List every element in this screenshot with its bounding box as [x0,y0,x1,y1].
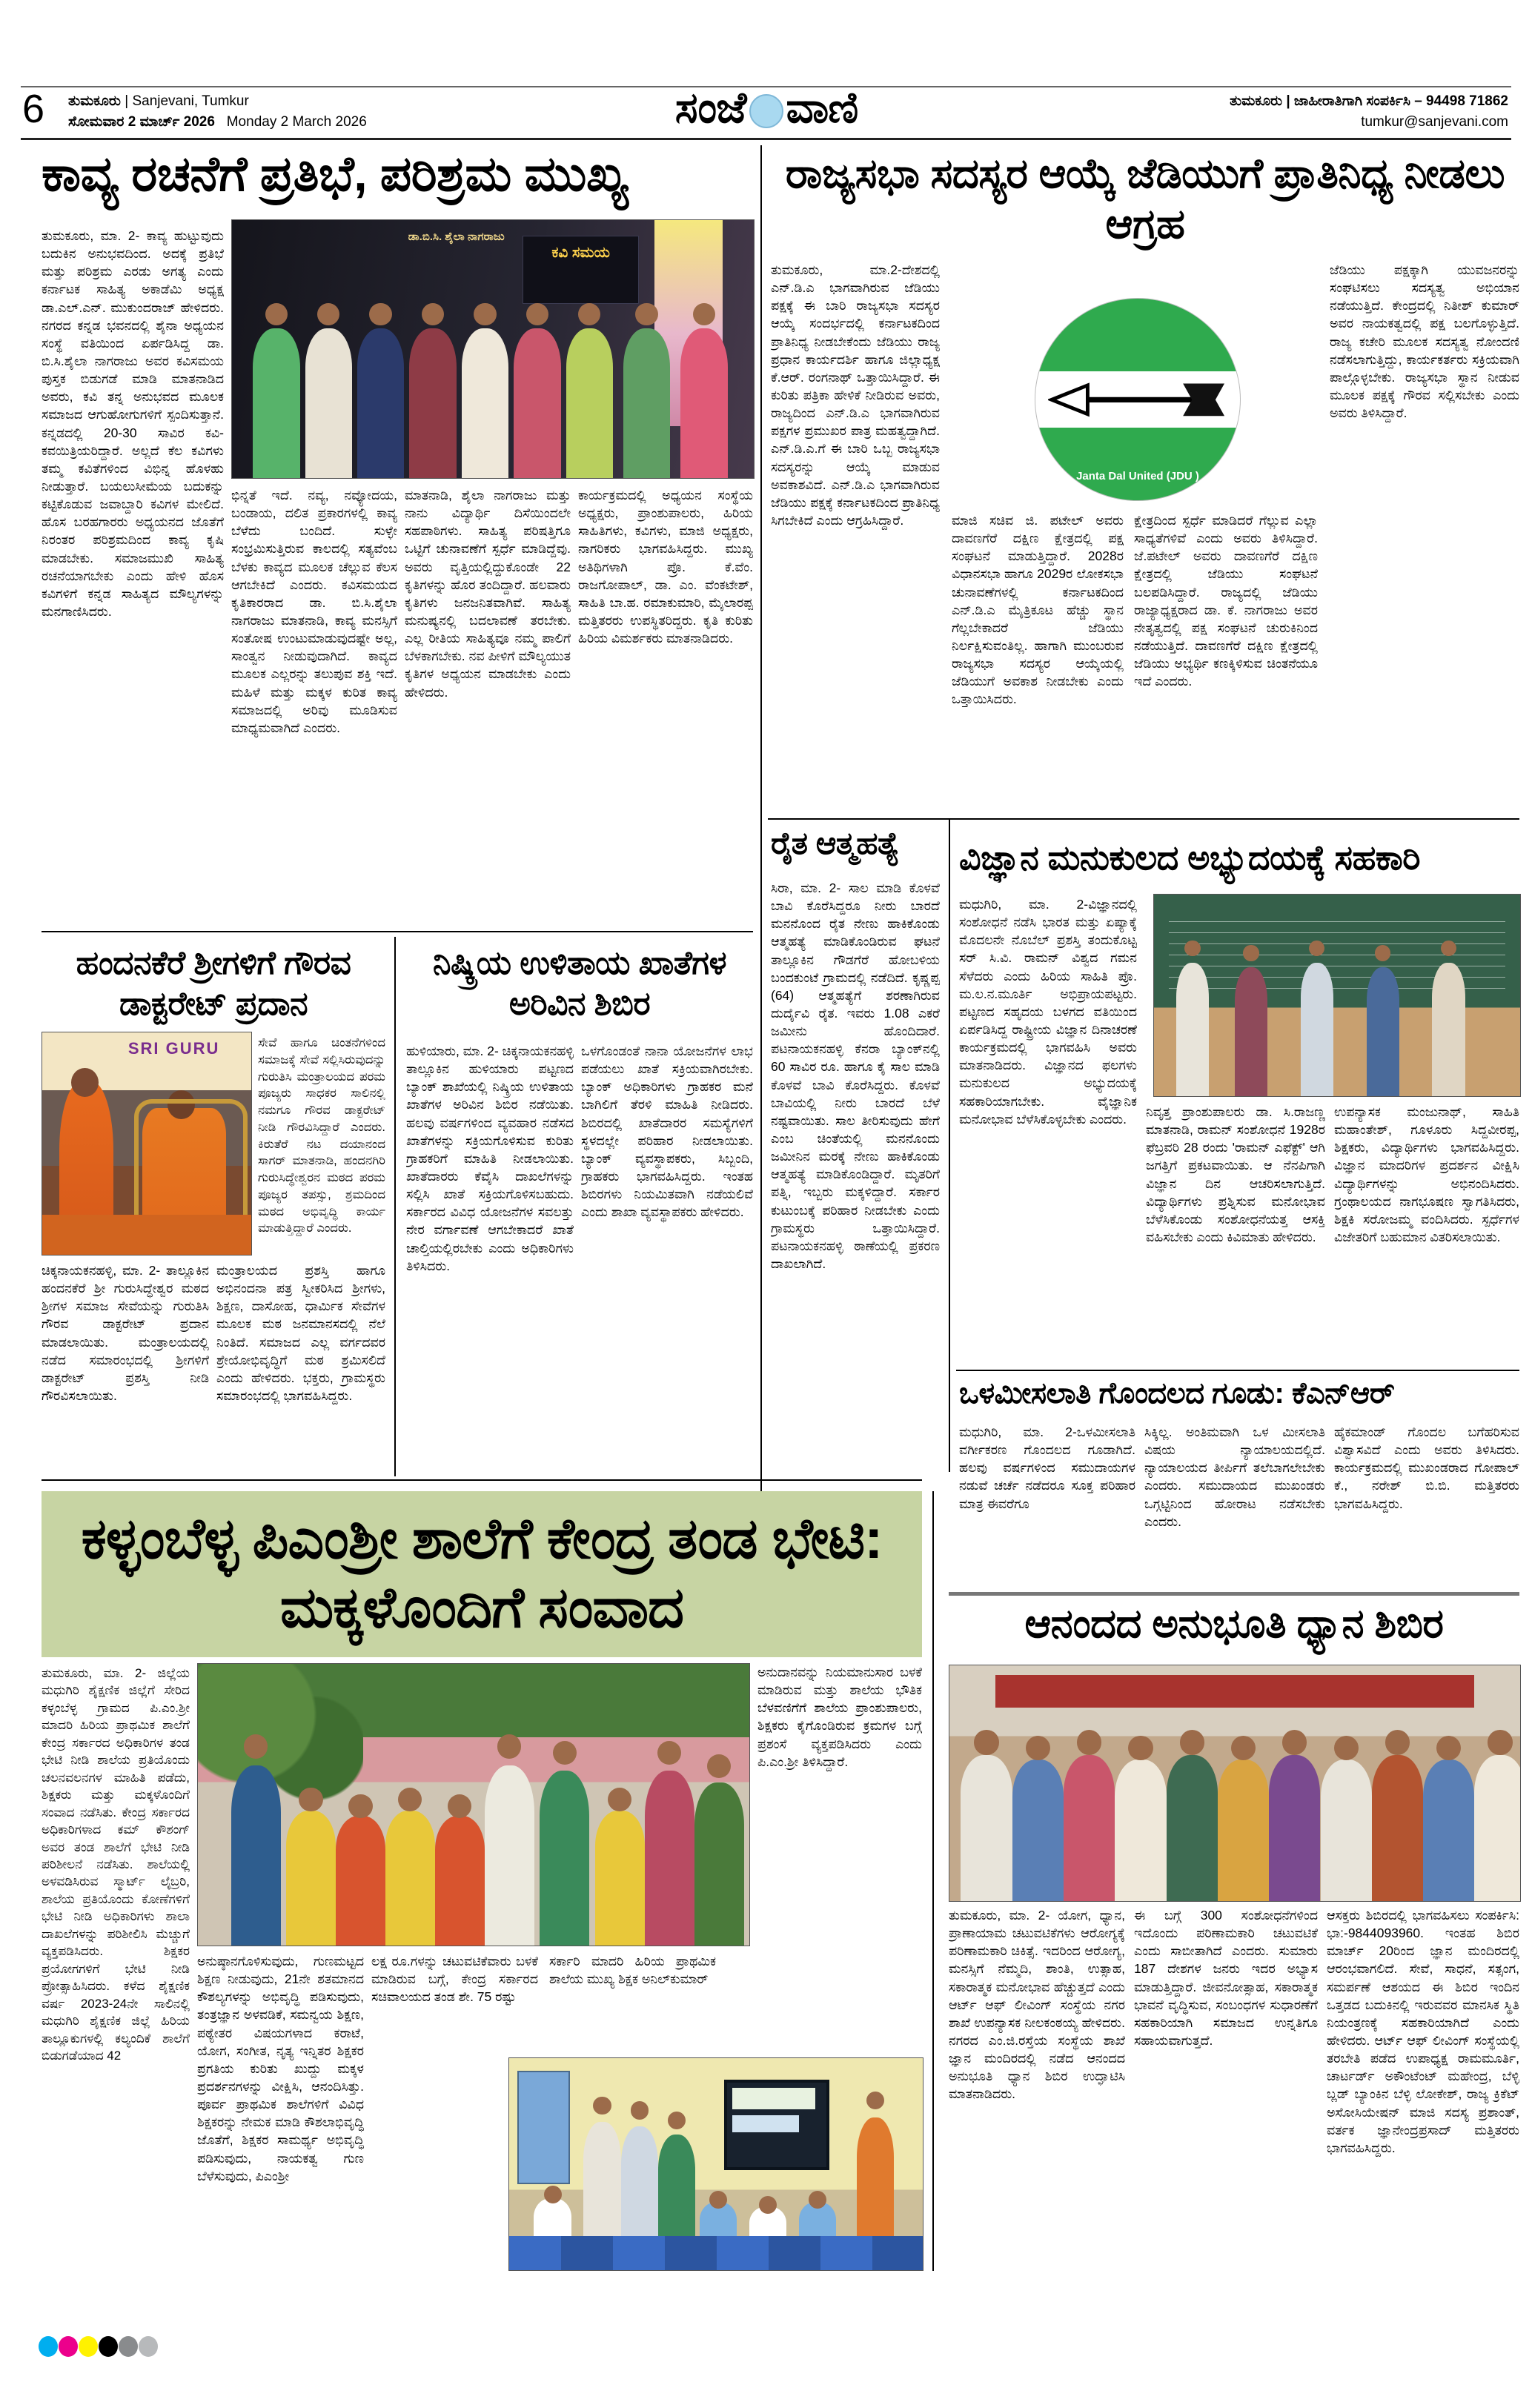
print-registration-dot-black [99,2336,118,2357]
speaker-figure [1301,963,1333,1096]
article-handanakere-col2: ಮಂತ್ರಾಲಯದ ಪ್ರಶಸ್ತಿ ಹಾಗೂ ಅಭಿನಂದನಾ ಪತ್ರ ಸ್ವೀಕರಿಸಿದ ಶ್ರೀಗಳು, ಶಿಕ್ಷಣ, ದಾಸೋಹ, ಧಾರ್ಮಿಕ ಸೇವೆಗಳ ಮೂಲಕ ಮಠ ಜನಮಾನಸದಲ್ಲಿ ನೆಲೆ ನಿಂತಿದೆ. ಸಮಾಜದ ಎಲ್ಲ ವರ್ಗದವರ ಶ್ರೇಯೋಭಿವೃದ್ಧಿಗೆ ಮಠ ಶ್ರಮಿಸಲಿದೆ ಎಂದು ಹೇಳಿದರು. ಭಕ್ತರು, ಗ್ರಾಮಸ್ಥರು ಸಮಾರಂಭದಲ್ಲಿ ಭಾಗವಹಿಸಿದ್ದರು. [216,1263,385,1403]
teacher-saree-figure [645,1771,694,1946]
person-figure [514,328,560,478]
officer-figure [231,1765,281,1946]
page-number: 6 [22,87,45,131]
article-nishkriya-col1: ಹುಳಿಯಾರು, ಮಾ. 2- ಚಿಕ್ಕನಾಯಕನಹಳ್ಳಿ ತಾಲ್ಲೂಕಿನ ಹುಳಿಯಾರು ಪಟ್ಟಣದ ಬ್ಯಾಂಕ್ ಶಾಖೆಯಲ್ಲಿ ನಿಷ್ಕ್ರಿಯ ಉಳಿತಾಯ ಖಾತೆಗಳ ಅರಿವಿನ ಶಿಬಿರ ನಡೆಯಿತು. ಹಲವು ವರ್ಷಗಳಿಂದ ವ್ಯವಹಾರ ನಡೆಸದ ಖಾತೆಗಳನ್ನು ಸಕ್ರಿಯಗೊಳಿಸುವ ಕುರಿತು ಗ್ರಾಹಕರಿಗೆ ಮಾಹಿತಿ ನೀಡಲಾಯಿತು. ಖಾತೆದಾರರು ಕೆವೈಸಿ ದಾಖಲೆಗಳನ್ನು ಸಲ್ಲಿಸಿ ಖಾತೆ ಸಕ್ರಿಯಗೊಳಿಸಬಹುದು. ಸರ್ಕಾರದ ವಿವಿಧ ಯೋಜನೆಗಳ ಸವಲತ್ತು ನೇರ ವರ್ಗಾವಣೆ ಆಗಬೇಕಾದರೆ ಖಾತೆ ಚಾಲ್ತಿಯಲ್ಲಿರಬೇಕು ಎಂದು ಅಧಿಕಾರಿಗಳು ತಿಳಿಸಿದರು. [406,1044,574,1273]
date-english: Monday 2 March 2026 [226,114,367,130]
participant-figure [1218,1759,1269,1901]
article-kavya-col2: ಭಿನ್ನತೆ ಇದೆ. ನವ್ಯ, ನವ್ಯೋದಯ, ಬಂಡಾಯ, ದಲಿತ ಪ್ರಕಾರಗಳಲ್ಲಿ ಕಾವ್ಯ ಬೆಳೆದು ಬಂದಿದೆ. ಸುಳ್ಳೇ ಸಂಭ್ರಮಿಸುತ್ತಿರುವ ಕಾಲದಲ್ಲಿ ಸತ್ಯವೆಂಬ ಬೆಳಕು ಕಾವ್ಯದ ಮೂಲಕ ಚೆಲ್ಲುವ ಕೆಲಸ ಆಗಬೇಕಿದೆ ಎಂದರು. ಕವಿಸಮಯದ ಕೃತಿಕಾರರಾದ ಡಾ. ಬಿ.ಸಿ.ಶೈಲಾ ನಾಗರಾಜು ಮಾತನಾಡಿ, ಕಾವ್ಯ ಮನಸ್ಸಿಗೆ ಸಂತೋಷ ಉಂಟುಮಾಡುವುದಷ್ಟೇ ಅಲ್ಲ, ಸಾಂತ್ವನ ನೀಡುವುದಾಗಿದೆ. ಕಾವ್ಯದ ಮೂಲಕ ಎಲ್ಲರನ್ನು ತಲುಪುವ ಶಕ್ತಿ ಇದೆ. ಮಹಿಳೆ ಮತ್ತು ಮಕ್ಕಳ ಕುರಿತ ಕಾವ್ಯ ಸಮಾಜದಲ್ಲಿ ಅರಿವು ಮೂಡಿಸುವ ಮಾಧ್ಯಮವಾಗಿದೆ ಎಂದರು. [231,488,397,735]
contact-email: tumkur@sanjevani.com [1361,114,1508,130]
article-school-col1: ತುಮಕೂರು, ಮಾ. 2- ಜಿಲ್ಲೆಯ ಮಧುಗಿರಿ ಶೈಕ್ಷಣಿಕ ಜಿಲ್ಲೆಗೆ ಸೇರಿದ ಕಳ್ಳಂಬೆಳ್ಳ ಗ್ರಾಮದ ಪಿ.ಎಂ.ಶ್ರೀ ಮಾದರಿ ಹಿರಿಯ ಪ್ರಾಥಮಿಕ ಶಾಲೆಗೆ ಕೇಂದ್ರ ಸರ್ಕಾರದ ಅಧಿಕಾರಿಗಳ ತಂಡ ಭೇಟಿ ನೀಡಿ ಶಾಲೆಯ ಪ್ರತಿಯೊಂದು ಚಲನವಲನಗಳ ಮಾಹಿತಿ ಪಡೆದು, ಶಿಕ್ಷಕರು ಮತ್ತು ಮಕ್ಕಳೊಂದಿಗೆ ಸಂವಾದ ನಡೆಸಿತು. ಕೇಂದ್ರ ಸರ್ಕಾರದ ಅಧಿಕಾರಿಗಳಾದ ಕಮ್ ಕೌಶಂಗ್ ಅವರ ತಂಡ ಶಾಲೆಗೆ ಭೇಟಿ ನೀಡಿ ಪರಿಶೀಲನೆ ನಡೆಸಿತು. ಶಾಲೆಯಲ್ಲಿ ಅಳವಡಿಸಿರುವ ಸ್ಮಾರ್ಟ್ ಲೈಬ್ರರಿ, ಶಾಲೆಯ ಪ್ರತಿಯೊಂದು ಕೋಣೆಗಳಿಗೆ ಭೇಟಿ ನೀಡಿ ಅಧಿಕಾರಿಗಳು ಶಾಲಾ ದಾಖಲೆಗಳನ್ನು ಪರಿಶೀಲಿಸಿ ಮೆಚ್ಚುಗೆ ವ್ಯಕ್ತಪಡಿಸಿದರು. ಶಿಕ್ಷಕರ ಪ್ರಯೋಗಗಳಿಗೆ ಭೇಟಿ ನೀಡಿ ಪ್ರೋತ್ಸಾಹಿಸಿದರು. ಕಳೆದ ಶೈಕ್ಷಣಿಕ ವರ್ಷ 2023-24ನೇ ಸಾಲಿನಲ್ಲಿ ಮಧುಗಿರಿ ಶೈಕ್ಷಣಿಕ ಜಿಲ್ಲೆ ಹಿರಿಯ ತಾಲ್ಲೂಕುಗಳಲ್ಲಿ ಕಲ್ಯಂದಿಕೆ ಶಾಲೆಗೆ ಬಿಡುಗಡೆಯಾದ 42 [42,1666,190,2063]
participant-figure [961,1755,1012,1901]
print-registration-dot-cyan [39,2336,58,2357]
print-registration-dot-yellow [79,2336,98,2357]
article-vijnana-col2: ನಿವೃತ್ತ ಪ್ರಾಂಶುಪಾಲರು ಡಾ. ಸಿ.ರಾಜಣ್ಣ ಮಾತನಾಡಿ, ರಾಮನ್ ಸಂಶೋಧನೆ 1928ರ ಫೆಬ್ರವರಿ 28 ರಂದು 'ರಾಮನ್ ಎಫೆಕ್ಟ್' ಆಗಿ ಜಗತ್ತಿಗೆ ಪ್ರಕಟವಾಯಿತು. ಆ ನೆನಪಿಗಾಗಿ ವಿಜ್ಞಾನ ದಿನ ಆಚರಿಸಲಾಗುತ್ತಿದೆ. ವಿದ್ಯಾರ್ಥಿಗಳು ಪ್ರಶ್ನಿಸುವ ಮನೋಭಾವ ಬೆಳೆಸಿಕೊಂಡು ಸಂಶೋಧನೆಯತ್ತ ಆಸಕ್ತಿ ವಹಿಸಬೇಕು ಎಂದು ಕಿವಿಮಾತು ಹೇಳಿದರು. [1146,1104,1325,1244]
article-dhyana-col1: ತುಮಕೂರು, ಮಾ. 2- ಯೋಗ, ಧ್ಯಾನ, ಪ್ರಾಣಾಯಾಮ ಚಟುವಟಿಕೆಗಳು ಆರೋಗ್ಯಕ್ಕೆ ಪರಿಣಾಮಕಾರಿ ಚಿಕಿತ್ಸೆ. ಇದರಿಂದ ಆರೋಗ್ಯ, ಮನಸ್ಸಿಗೆ ನೆಮ್ಮದಿ, ಶಾಂತಿ, ಉತ್ಸಾಹ, ಸಕಾರಾತ್ಮಕ ಮನೋಭಾವ ಹೆಚ್ಚುತ್ತದೆ ಎಂದು ಆರ್ಟ್ ಆಫ್ ಲೀವಿಂಗ್ ಸಂಸ್ಥೆಯ ನಗರ ಶಾಖೆ ಉಪನ್ಯಾಸಕ ನೀಲಕಂಠಯ್ಯ ಹೇಳಿದರು. ನಗರದ ಎಂ.ಜಿ.ರಸ್ತೆಯ ಸಂಸ್ಥೆಯ ಶಾಖೆ ಜ್ಞಾನ ಮಂದಿರದಲ್ಲಿ ನಡೆದ ಆನಂದದ ಅನುಭೂತಿ ಧ್ಯಾನ ಶಿಬಿರ ಉದ್ಘಾಟಿಸಿ ಮಾತನಾಡಿದರು. [949,1908,1125,2102]
photo-meditation-camp-group [949,1665,1521,1902]
article-dhyana-headline: ಆನಂದದ ಅನುಭೂತಿ ಧ್ಯಾನ ಶಿಬಿರ [1024,1602,1444,1646]
header-bottom-rule [21,138,1511,140]
child-costume-figure [385,1811,435,1946]
stage-banner-author-name: ಡಾ.ಬಿ.ಸಿ. ಶೈಲಾ ನಾಗರಾಜು [408,230,505,243]
photo-school-visit-children [197,1663,750,1946]
ceremony-table [42,1215,251,1255]
speaker-figure [1235,967,1267,1096]
article-vijnana-col1: ಮಧುಗಿರಿ, ಮಾ. 2-ವಿಜ್ಞಾನದಲ್ಲಿ ಸಂಶೋಧನೆ ನಡೆಸಿ ಭಾರತ ಮತ್ತು ಏಷ್ಯಾಕ್ಕೆ ಮೊದಲನೇ ನೊಬೆಲ್ ಪ್ರಶಸ್ತಿ ತಂದುಕೊಟ್ಟ ಸರ್ ಸಿ.ವಿ. ರಾಮನ್ ವಿಶ್ವದ ಗಮನ ಸೆಳೆದರು ಎಂದು ಹಿರಿಯ ಸಾಹಿತಿ ಪ್ರೊ. ಮ.ಲ.ನ.ಮೂರ್ತಿ ಅಭಿಪ್ರಾಯಪಟ್ಟರು. ಪಟ್ಟಣದ ಸಹೃದಯ ಬಳಗದ ವತಿಯಿಂದ ಏರ್ಪಡಿಸಿದ್ದ ರಾಷ್ಟ್ರೀಯ ವಿಜ್ಞಾನ ದಿನಾಚರಣೆ ಕಾರ್ಯಕ್ರಮದಲ್ಲಿ ಭಾಗವಹಿಸಿ ಅವರು ಮಾತನಾಡಿದರು. ವಿಜ್ಞಾನದ ಫಲಗಳು ಮನುಕುಲದ ಅಭ್ಯುದಯಕ್ಕೆ ಸಹಕಾರಿಯಾಗಬೇಕು. ವೈಜ್ಞಾನಿಕ ಮನೋಭಾವ ಬೆಳೆಸಿಕೊಳ್ಳಬೇಕು ಎಂದರು. [959,897,1137,1127]
masthead-right: ವಾಣಿ [786,84,858,132]
article-rajyasabha-col4: ಜೆಡಿಯು ಪಕ್ಷಕ್ಕಾಗಿ ಯುವಜನರನ್ನು ಸಂಘಟಿಸಲು ಸದಸ್ಯತ್ವ ಅಭಿಯಾನ ನಡೆಯುತ್ತಿದೆ. ಕೇಂದ್ರದಲ್ಲಿ ನಿತೀಶ್ ಕುಮಾರ್ ಅವರ ನಾಯಕತ್ವದಲ್ಲಿ ಪಕ್ಷ ಬಲಗೊಳ್ಳುತ್ತಿದೆ. ರಾಜ್ಯ ಕಚೇರಿ ಮೂಲಕ ಸದಸ್ಯತ್ವ ನೋಂದಣಿ ನಡೆಸಲಾಗುತ್ತಿದ್ದು, ಕಾರ್ಯಕರ್ತರು ಸಕ್ರಿಯವಾಗಿ ಪಾಲ್ಗೊಳ್ಳಬೇಕು. ರಾಜ್ಯಸಭಾ ಸ್ಥಾನ ನೀಡುವ ಮೂಲಕ ಪಕ್ಷಕ್ಕೆ ಗೌರವ ಸಲ್ಲಿಸಬೇಕು ಎಂದು ಅವರು ತಿಳಿಸಿದ್ದಾರೆ. [1330,262,1519,421]
child-costume-figure [286,1811,336,1946]
person-figure [357,328,404,478]
person-figure [566,328,613,478]
speaker-figure [1176,963,1209,1096]
kavi-samaya-banner-label: ಕವಿ ಸಮಯ [523,236,639,304]
tv-content-line [732,2115,798,2132]
jdu-party-symbol [1035,298,1241,501]
article-olamisalati-col2: ಸಿಕ್ಕಿಲ್ಲ. ಅಂತಿಮವಾಗಿ ಒಳ ಮೀಸಲಾತಿ ವಿಷಯ ನ್ಯಾಯಾಲಯದಲ್ಲಿದೆ. ನ್ಯಾಯಾಲಯದ ತೀರ್ಪಿಗೆ ತಲೆಬಾಗಲೇಬೇಕು ಎಂದರು. ಸಮುದಾಯದ ಮುಖಂಡರು ಒಗ್ಗಟ್ಟಿನಿಂದ ಹೋರಾಟ ನಡೆಸಬೇಕು ಎಂದರು. [1144,1424,1325,1529]
child-costume-figure [435,1816,485,1946]
teacher-saree-figure [694,1782,744,1946]
article-kavya-col1: ತುಮಕೂರು, ಮಾ. 2- ಕಾವ್ಯ ಹುಟ್ಟುವುದು ಬದುಕಿನ ಅನುಭವದಿಂದ. ಅದಕ್ಕೆ ಪ್ರತಿಭೆ ಮತ್ತು ಪರಿಶ್ರಮ ಎರಡು ಅಗತ್ಯ ಎಂದು ಕರ್ನಾಟಕ ಸಾಹಿತ್ಯ ಅಕಾಡೆಮಿ ಅಧ್ಯಕ್ಷ ಡಾ.ಎಲ್.ಎನ್. ಮುಕುಂದರಾಜ್ ಹೇಳಿದರು. ನಗರದ ಕನ್ನಡ ಭವನದಲ್ಲಿ ಶೈನಾ ಅಧ್ಯಯನ ಸಂಸ್ಥೆ ವತಿಯಿಂದ ಏರ್ಪಡಿಸಿದ್ದ ಡಾ. ಬಿ.ಸಿ.ಶೈಲಾ ನಾಗರಾಜು ಅವರ ಕವಿಸಮಯ ಪುಸ್ತಕ ಬಿಡುಗಡೆ ಮಾಡಿ ಮಾತನಾಡಿದ ಅವರು, ಕವಿ ತನ್ನ ಅನುಭವದ ಮೂಲಕ ಸಮಾಜದ ಆಗುಹೋಗುಗಳಿಗೆ ಸ್ಪಂದಿಸುತ್ತಾನೆ. ಕನ್ನಡದಲ್ಲಿ 20-30 ಸಾವಿರ ಕವಿ-ಕವಯಿತ್ರಿಯರಿದ್ದಾರೆ. ಅಲ್ಲದೆ ಕೆಲ ಕವಿಗಳು ತಮ್ಮ ಕವಿತೆಗಳಿಂದ ವಿಭಿನ್ನ ಹೊಳಹು ನೀಡುತ್ತಾರೆ. ಬಯಲುಸೀಮೆಯ ಬದುಕನ್ನು ಕಟ್ಟಿಕೊಡುವ ಜವಾಬ್ದಾರಿ ಕವಿಗಳ ಮೇಲಿದೆ. ಹೊಸ ಬರಹಗಾರರು ಅಧ್ಯಯನದ ಜೊತೆಗೆ ನಿರಂತರ ಪರಿಶ್ರಮದಿಂದ ಕಾವ್ಯ ಕೃಷಿ ಮಾಡಬೇಕು. ಸಮಾಜಮುಖಿ ಸಾಹಿತ್ಯ ರಚನೆಯಾಗಬೇಕು ಎಂದು ಹೇಳಿ ಹೊಸ ಕವಿಗಳಿಗೆ ಕನ್ನಡ ಸಾಹಿತ್ಯದ ಮೌಲ್ಯಗಳನ್ನು ಮನಗಾಣಿಸಿದರು. [42,228,224,619]
jdu-symbol-label: Janta Dal United (JDU ) [1076,469,1199,482]
masthead [563,83,969,133]
article-olamisalati-headline: ಒಳಮೀಸಲಾತಿ ಗೊಂದಲದ ಗೂಡು: ಕೆಎನ್‌ಆರ್ [959,1377,1395,1410]
teacher-saree-figure [540,1771,589,1946]
article-school-col5: ಸರ್ಕಾರಿ ಮಾದರಿ ಹಿರಿಯ ಪ್ರಾಥಮಿಕ ಶಾಲೆಯ ಮುಖ್ಯ ಶಿಕ್ಷಕ ಅನಿಲ್‌ಕುಮಾರ್ [549,1954,716,1987]
print-registration-dot-gray [119,2336,138,2357]
tv-content-line [732,2088,815,2109]
photo-classroom-smart-tv [508,2057,923,2271]
article-school-col3: ಲಕ್ಷ ರೂ.ಗಳನ್ನು ಚಟುವಟಿಕೆವಾರು ಬಳಕೆ ಮಾಡಿರುವ ಬಗ್ಗೆ, ಕೇಂದ್ರ ಸರ್ಕಾರದ ಸಚಿವಾಲಯದ ತಂಡ ಶೇ. 75 ರಷ್ಟು [371,1954,538,2005]
article-school-col4: ಅನುದಾನವನ್ನು ನಿಯಮಾನುಸಾರ ಬಳಕೆ ಮಾಡಿರುವ ಮತ್ತು ಶಾಲೆಯ ಭೌತಿಕ ಬೆಳವಣಿಗೆಗೆ ಶಾಲೆಯ ಪ್ರಾಂಶುಪಾಲರು, ಶಿಕ್ಷಕರು ಕೈಗೊಂಡಿರುವ ಕ್ರಮಗಳ ಬಗ್ಗೆ ಪ್ರಶಂಸೆ ವ್ಯಕ್ತಪಡಿಸಿದರು ಎಂದು ಪಿ.ಎಂ.ಶ್ರೀ ತಿಳಿಸಿದ್ದಾರೆ. [757,1665,922,1769]
article-handanakere-headline: ಹಂದನಕೆರೆ ಶ್ರೀಗಳಿಗೆ ಗೌರವ ಡಾಕ್ಟರೇಟ್ ಪ್ರದಾನ [76,945,351,1022]
photo-kavi-samaya-book-release [231,219,755,479]
article-kavya-col3: ಮಾತನಾಡಿ, ಶೈಲಾ ನಾಗರಾಜು ಮತ್ತು ನಾನು ವಿದ್ಯಾರ್ಥಿ ದಿಸೆಯಿಂದಲೇ ಸಹಪಾಠಿಗಳು. ಸಾಹಿತ್ಯ ಪರಿಷತ್ತಿಗೂ ಒಟ್ಟಿಗೆ ಚುನಾವಣೆಗೆ ಸ್ಪರ್ಧೆ ಮಾಡಿದ್ದೆವು. ಅವರು ವೃತ್ತಿಯಲ್ಲಿದ್ದುಕೊಂಡೇ 22 ಕೃತಿಗಳನ್ನು ಹೊರ ತಂದಿದ್ದಾರೆ. ಹಲವಾರು ಕೃತಿಗಳು ಜನಜನಿತವಾಗಿವೆ. ಸಾಹಿತ್ಯ ಮನುಷ್ಯನಲ್ಲಿ ಬದಲಾವಣೆ ತರಬೇಕು. ಎಲ್ಲ ರೀತಿಯ ಸಾಹಿತ್ಯವೂ ನಮ್ಮ ಪಾಲಿಗೆ ಬೆಳಕಾಗಬೇಕು. ನವ ಪೀಳಿಗೆ ಮೌಲ್ಯಯುತ ಕೃತಿಗಳ ಅಧ್ಯಯನ ಮಾಡಬೇಕು ಎಂದು ಹೇಳಿದರು. [405,488,571,700]
person-figure [253,328,299,478]
article-school-headline-box [42,1491,922,1657]
advert-contact: ತುಮಕೂರು | ಜಾಹೀರಾತಿಗಾಗಿ ಸಂಪರ್ಕಿಸಿ – 94498 71862 [1230,93,1508,109]
edition-name: Sanjevani, Tumkur [132,93,249,109]
masthead-left: ಸಂಜೆ [674,84,746,132]
participant-figure [1269,1755,1320,1901]
seer-head [71,1068,99,1097]
column-divider [932,1491,934,2271]
print-registration-dot-lightgray [139,2336,158,2357]
article-handanakere-beside: ಸೇವೆ ಹಾಗೂ ಚಿಂತನೆಗಳಿಂದ ಸಮಾಜಕ್ಕೆ ಸೇವೆ ಸಲ್ಲಿಸಿರುವುದನ್ನು ಗುರುತಿಸಿ ಮಂತ್ರಾಲಯದ ಪರಮ ಪೂಜ್ಯರು ಸಾಧಕರ ಸಾಲಿನಲ್ಲಿ ನಮಗೂ ಗೌರವ ಡಾಕ್ಟರೇಟ್ ನೀಡಿ ಗೌರವಿಸಿದ್ದಾರೆ ಎಂದರು. ಕಿರುತೆರೆ ನಟ ದಯಾನಂದ ಸಾಗರ್ ಮಾತನಾಡಿ, ಹಂದನಗಿರಿ ಗುರುಸಿದ್ಧೇಶ್ವರನ ಮಠದ ಪರಮ ಪೂಜ್ಯರ ತಪಸ್ಸು, ಶ್ರಮದಿಂದ ಮಠದ ಅಭಿವೃದ್ಧಿ ಕಾರ್ಯ ಮಾಡುತ್ತಿದ್ದಾರೆ ಎಂದರು. [258,1036,385,1235]
person-figure [462,328,508,478]
article-dhyana-col3: ಆಸಕ್ತರು ಶಿಬಿರದಲ್ಲಿ ಭಾಗವಹಿಸಲು ಸಂಪರ್ಕಿಸಿ: ಭಾ:-9844093960. ಇಂತಹ ಶಿಬಿರ ಮಾರ್ಚ್ 20ರಿಂದ ಜ್ಞಾನ ಮಂದಿರದಲ್ಲಿ ಆರಂಭವಾಗಲಿದೆ. ಸೇವೆ, ಸಾಧನೆ, ಸತ್ಸಂಗ, ಸಮರ್ಪಣೆ ಆಶಯದ ಈ ಶಿಬಿರ ಇಂದಿನ ಒತ್ತಡದ ಬದುಕಿನಲ್ಲಿ ಇರುವವರ ಮಾನಸಿಕ ಸ್ಥಿತಿ ನಿಯಂತ್ರಣಕ್ಕೆ ಸಹಕಾರಿಯಾಗಿದೆ ಎಂದು ಹೇಳಿದರು. ಆರ್ಟ್ ಆಫ್ ಲೀವಿಂಗ್ ಸಂಸ್ಥೆಯಲ್ಲಿ ತರಬೇತಿ ಪಡೆದ ಉಪಾಧ್ಯಕ್ಷ ರಾಮಮೂರ್ತಿ, ಚಾರ್ಟರ್ಡ್ ಅಕೌಂಟೆಂಟ್ ಮಹೇಂದ್ರ, ಬೆಳ್ಳಿ ಬ್ಲಡ್ ಬ್ಯಾಂಕಿನ ಬೆಳ್ಳಿ ಲೋಕೇಶ್, ರಾಜ್ಯ ಕ್ರಿಕೆಟ್ ಅಸೋಸಿಯೇಷನ್ ಮಾಜಿ ಸದಸ್ಯ ಪ್ರಶಾಂತ್, ವರ್ತಕ ಜ್ಞಾನೇಂದ್ರಪ್ರಸಾದ್ ಮತ್ತಿತರರು ಭಾಗವಹಿಸಿದ್ದರು. [1327,1908,1519,2155]
person-figure [305,328,352,478]
section-rule [956,1370,1519,1371]
thick-section-rule [949,1592,1519,1596]
child-costume-figure [336,1816,385,1946]
speaker-figure [1432,963,1465,1096]
article-olamisalati-col1: ಮಧುಗಿರಿ, ಮಾ. 2-ಒಳಮೀಸಲಾತಿ ವರ್ಗೀಕರಣ ಗೊಂದಲದ ಗೂಡಾಗಿದೆ. ಹಲವು ವರ್ಷಗಳಿಂದ ಸಮುದಾಯಗಳ ನಡುವೆ ಚರ್ಚೆ ನಡೆದರೂ ಸೂಕ್ತ ಪರಿಹಾರ ಮಾತ್ರ ಈವರೆಗೂ [959,1424,1135,1511]
participant-figure [1064,1755,1115,1901]
participant-figure [1423,1759,1474,1901]
participant-figure [1321,1759,1372,1901]
officer-figure [485,1765,534,1946]
speaker-figure [1367,967,1399,1096]
section-rule [42,931,753,932]
section-rule [768,818,1519,820]
photo-science-day-blackboard [1153,894,1521,1097]
person-figure [409,328,456,478]
section-rule [42,1479,922,1481]
participant-figure [1012,1759,1064,1901]
article-school-headline: ಕಳ್ಳಂಬೆಳ್ಳ ಪಿಎಂಶ್ರೀ ಶಾಲೆಗೆ ಕೇಂದ್ರ ತಂಡ ಭೇಟಿ: ಮಕ್ಕಳೊಂದಿಗೆ ಸಂವಾದ [81,1508,883,1639]
column-divider [394,937,396,1476]
article-vijnana-col3: ಉಪನ್ಯಾಸಕ ಮಂಜುನಾಥ್, ಸಾಹಿತಿ ಮಹಾಂತೇಶ್, ಗೂಳೂರು ಸಿದ್ದವೀರಪ್ಪ, ಶಿಕ್ಷಕರು, ವಿದ್ಯಾರ್ಥಿಗಳು ಭಾಗವಹಿಸಿದ್ದರು. ವಿಜ್ಞಾನ ಮಾದರಿಗಳ ಪ್ರದರ್ಶನ ವೀಕ್ಷಿಸಿ ವಿದ್ಯಾರ್ಥಿಗಳನ್ನು ಅಭಿನಂದಿಸಿದರು. ಗ್ರಂಥಾಲಯದ ನಾಗಭೂಷಣ ಸ್ವಾಗತಿಸಿದರು, ಶಿಕ್ಷಕಿ ಸರೋಜಮ್ಮ ವಂದಿಸಿದರು. ಸ್ಪರ್ಧೆಗಳ ವಿಜೇತರಿಗೆ ಬಹುಮಾನ ವಿತರಿಸಲಾಯಿತು. [1334,1104,1519,1244]
person-figure [680,328,727,478]
participant-figure [1474,1755,1521,1901]
child-costume-figure [595,1811,645,1946]
article-rajyasabha-col3: ಕ್ಷೇತ್ರದಿಂದ ಸ್ಪರ್ಧೆ ಮಾಡಿದರೆ ಗೆಲ್ಲುವ ಎಲ್ಲಾ ಸಾಧ್ಯತೆಗಳಿವೆ ಎಂದು ಅವರು ತಿಳಿಸಿದ್ದಾರೆ. ಜೆ.ಪಟೇಲ್ ಅವರು ದಾವಣಗೆರೆ ದಕ್ಷಿಣ ಕ್ಷೇತ್ರದಲ್ಲಿ ಜೆಡಿಯು ಸಂಘಟನೆ ಬಲಪಡಿಸಿದ್ದಾರೆ. ರಾಜ್ಯದಲ್ಲಿ ಜೆಡಿಯು ರಾಜ್ಯಾಧ್ಯಕ್ಷರಾದ ಡಾ. ಕೆ. ನಾಗರಾಜು ಅವರ ನೇತೃತ್ವದಲ್ಲಿ ಪಕ್ಷ ಸಂಘಟನೆ ಚುರುಕಿನಿಂದ ನಡೆಯುತ್ತಿದೆ. ದಾವಣಗೆರೆ ದಕ್ಷಿಣ ಕ್ಷೇತ್ರದಲ್ಲಿ ಜೆಡಿಯು ಅಭ್ಯರ್ಥಿ ಕಣಕ್ಕಿಳಿಸುವ ಚಿಂತನೆಯೂ ಇದೆ ಎಂದರು. [1134,513,1318,689]
date-kannada: ಸೋಮವಾರ 2 ಮಾರ್ಚ್ 2026 [68,114,215,130]
article-vijnana-headline: ವಿಜ್ಞಾನ ಮನುಕುಲದ ಅಭ್ಯುದಯಕ್ಕೆ ಸಹಕಾರಿ [959,838,1421,877]
person-figure [623,328,670,478]
article-kavya-headline: ಕಾವ್ಯ ರಚನೆಗೆ ಪ್ರತಿಭೆ, ಪರಿಶ್ರಮ ಮುಖ್ಯ [42,146,629,201]
edition-city: ತುಮಕೂರು [68,93,121,109]
article-kavya-col4: ಕಾರ್ಯಕ್ರಮದಲ್ಲಿ ಅಧ್ಯಯನ ಸಂಸ್ಥೆಯ ಅಧ್ಯಕ್ಷರು, ಪ್ರಾಂಶುಪಾಲರು, ಹಿರಿಯ ಸಾಹಿತಿಗಳು, ಕವಿಗಳು, ಮಾಜಿ ಅಧ್ಯಕ್ಷರು, ನಾಗರಿಕರು ಭಾಗವಹಿಸಿದ್ದರು. ಮುಖ್ಯ ಅತಿಥಿಗಳಾಗಿ ಪ್ರೊ. ಕೆ.ವೆಂ. ರಾಜಗೋಪಾಲ್, ಡಾ. ಎಂ. ವೆಂಕಟೇಶ್, ಸಾಹಿತಿ ಬಾ.ಹ. ರಮಾಕುಮಾರಿ, ಮೈಲಾರಪ್ಪ ಮತ್ತಿತರರು ಉಪಸ್ಥಿತರಿದ್ದರು. ಕೃತಿ ಕುರಿತು ಹಿರಿಯ ವಿಮರ್ಶಕರು ಮಾತನಾಡಿದರು. [578,488,753,646]
classroom-window [517,2071,570,2184]
article-raita-col1: ಸಿರಾ, ಮಾ. 2- ಸಾಲ ಮಾಡಿ ಕೊಳವೆ ಬಾವಿ ಕೊರೆಸಿದ್ದರೂ ನೀರು ಬಾರದೆ ಮನನೊಂದ ರೈತ ನೇಣು ಹಾಕಿಕೊಂಡು ಆತ್ಮಹತ್ಯೆ ಮಾಡಿಕೊಂಡಿರುವ ಘಟನೆ ತಾಲ್ಲೂಕಿನ ಗೌಡಗೆರೆ ಹೋಬಳಿಯ ಬಂದಕುಂಟೆ ಗ್ರಾಮದಲ್ಲಿ ನಡೆದಿದೆ. ಕೃಷ್ಣಪ್ಪ (64) ಆತ್ಮಹತ್ಯೆಗೆ ಶರಣಾಗಿರುವ ದುರ್ದೈವಿ ರೈತ. ಇವರು 1.08 ಎಕರೆ ಜಮೀನು ಹೊಂದಿದಾರೆ. ಪಟನಾಯಕನಹಳ್ಳಿ ಕೆನರಾ ಬ್ಯಾಂಕ್‌ನಲ್ಲಿ 60 ಸಾವಿರ ರೂ. ಹಾಗೂ ಕೈ ಸಾಲ ಮಾಡಿ ಕೊಳವೆ ಬಾವಿ ಕೊರೆಸಿದ್ದರು. ಕೊಳವೆ ಬಾವಿಯಲ್ಲಿ ನೀರು ಬಾರದೆ ಬೆಳೆ ನಷ್ಟವಾಯಿತು. ಸಾಲ ತೀರಿಸುವುದು ಹೇಗೆ ಎಂಬ ಚಿಂತೆಯಲ್ಲಿ ಮನನೊಂದು ಜಮೀನಿನ ಮರಕ್ಕೆ ನೇಣು ಹಾಕಿಕೊಂಡು ಆತ್ಮಹತ್ಯೆ ಮಾಡಿಕೊಂಡಿದ್ದಾರೆ. ಮೃತರಿಗೆ ಪತ್ನಿ, ಇಬ್ಬರು ಮಕ್ಕಳಿದ್ದಾರೆ. ಸರ್ಕಾರ ಕುಟುಂಬಕ್ಕೆ ಪರಿಹಾರ ನೀಡಬೇಕು ಎಂದು ಗ್ರಾಮಸ್ಥರು ಒತ್ತಾಯಿಸಿದ್ದಾರೆ. ಪಟನಾಯಕನಹಳ್ಳಿ ಠಾಣೆಯಲ್ಲಿ ಪ್ರಕರಣ ದಾಖಲಾಗಿದೆ. [771,880,940,1271]
article-school-col2: ಅನುಷ್ಠಾನಗೊಳಿಸುವುದು, ಗುಣಮಟ್ಟದ ಶಿಕ್ಷಣ ನೀಡುವುದು, 21ನೇ ಶತಮಾನದ ಕೌಶಲ್ಯಗಳನ್ನು ಅಭಿವೃದ್ಧಿ ಪಡಿಸುವುದು, ತಂತ್ರಜ್ಞಾನ ಅಳವಡಿಕೆ, ಸಮನ್ವಯ ಶಿಕ್ಷಣ, ಪಠ್ಯೇತರ ವಿಷಯಗಳಾದ ಕರಾಟೆ, ಯೋಗ, ಸಂಗೀತ, ನೃತ್ಯ ಇನ್ನಿತರ ಶಿಕ್ಷಕರ ಪ್ರಗತಿಯ ಕುರಿತು ಖುದ್ದು ಮಕ್ಕಳ ಪ್ರದರ್ಶನಗಳನ್ನು ವೀಕ್ಷಿಸಿ, ಆನಂದಿಸಿತ್ತು. ಪೂರ್ವ ಪ್ರಾಥಮಿಕ ಶಾಲೆಗಳಿಗೆ ವಿವಿಧ ಶಿಕ್ಷಕರನ್ನು ನೇಮಕ ಮಾಡಿ ಕೌಶಲಾಭಿವೃದ್ಧಿ ಜೊತೆಗೆ, ಶಿಕ್ಷಕರ ಸಾಮರ್ಥ್ಯ ಅಭಿವೃದ್ಧಿ ಪಡಿಸುವುದು, ನಾಯಕತ್ವ ಗುಣ ಬೆಳೆಸುವುದು, ಪಿಎಂಶ್ರೀ [197,1954,364,2183]
article-dhyana-col2: ಈ ಬಗ್ಗೆ 300 ಸಂಶೋಧನೆಗಳಿಂದ ಇದೊಂದು ಪರಿಣಾಮಕಾರಿ ಚಟುವಟಿಕೆ ಎಂದು ಸಾಬೀತಾಗಿದೆ ಎಂದರು. ಸುಮಾರು 187 ದೇಶಗಳ ಜನರು ಇದರ ಅಭ್ಯಾಸ ಮಾಡುತ್ತಿದ್ದಾರೆ. ಜೀವನೋತ್ಸಾಹ, ಸಕಾರಾತ್ಮಕ ಭಾವನೆ ವೃದ್ಧಿಸುವ, ಸಂಬಂಧಗಳ ಸುಧಾರಣೆಗೆ ಸಹಕಾರಿಯಾಗಿ ಸಮಾಜದ ಉನ್ನತಿಗೂ ಸಹಾಯವಾಗುತ್ತದೆ. [1134,1908,1318,2048]
edition-separator: | [125,93,129,109]
arrow-icon [1048,374,1228,426]
classroom-desks [509,2236,923,2270]
guru-banner-label: SRI GURU [127,1039,220,1058]
photo-doctorate-ceremony [42,1032,252,1256]
main-column-divider [760,145,762,1491]
article-rajyasabha-headline: ರಾಜ್ಯಸಭಾ ಸದಸ್ಯರ ಆಯ್ಕೆ ಜೆಡಿಯುಗೆ ಪ್ರಾತಿನಿಧ್ಯ ನೀಡಲು ಆಗ್ರಹ [785,150,1505,248]
print-registration-dot-magenta [59,2336,78,2357]
date-line [68,114,367,130]
article-nishkriya-col2: ಒಳಗೊಂಡಂತೆ ನಾನಾ ಯೋಜನೆಗಳ ಲಾಭ ಪಡೆಯಲು ಖಾತೆ ಸಕ್ರಿಯವಾಗಿರಬೇಕು. ಬ್ಯಾಂಕ್ ಅಧಿಕಾರಿಗಳು ಗ್ರಾಹಕರ ಮನೆ ಬಾಗಿಲಿಗೆ ತೆರಳಿ ಮಾಹಿತಿ ನೀಡಿದರು. ಶಿಬಿರದಲ್ಲಿ ಖಾತೆದಾರರ ಸಮಸ್ಯೆಗಳಿಗೆ ಸ್ಥಳದಲ್ಲೇ ಪರಿಹಾರ ನೀಡಲಾಯಿತು. ಬ್ಯಾಂಕ್ ವ್ಯವಸ್ಥಾಪಕರು, ಸಿಬ್ಬಂದಿ, ಗ್ರಾಹಕರು ಭಾಗವಹಿಸಿದ್ದರು. ಇಂತಹ ಶಿಬಿರಗಳು ನಿಯಮಿತವಾಗಿ ನಡೆಯಲಿವೆ ಎಂದು ಶಾಖಾ ವ್ಯವಸ್ಥಾಪಕರು ಹೇಳಿದರು. [581,1044,753,1220]
article-handanakere-col1: ಚಿಕ್ಕನಾಯಕನಹಳ್ಳಿ, ಮಾ. 2- ತಾಲ್ಲೂಕಿನ ಹಂದನಕೆರೆ ಶ್ರೀ ಗುರುಸಿದ್ಧೇಶ್ವರ ಮಠದ ಶ್ರೀಗಳ ಸಮಾಜ ಸೇವೆಯನ್ನು ಗುರುತಿಸಿ ಗೌರವ ಡಾಕ್ಟರೇಟ್ ಪ್ರದಾನ ಮಾಡಲಾಯಿತು. ಮಂತ್ರಾಲಯದಲ್ಲಿ ನಡೆದ ಸಮಾರಂಭದಲ್ಲಿ ಶ್ರೀಗಳಿಗೆ ಡಾಕ್ಟರೇಟ್ ಪ್ರಶಸ್ತಿ ನೀಡಿ ಗೌರವಿಸಲಾಯಿತು. [42,1263,209,1403]
article-rajyasabha-col2: ಮಾಜಿ ಸಚಿವ ಜಿ. ಪಟೇಲ್ ಅವರು ದಾವಣಗೆರೆ ದಕ್ಷಿಣ ಕ್ಷೇತ್ರದಲ್ಲಿ ಪಕ್ಷ ಸಂಘಟನೆ ಮಾಡುತ್ತಿದ್ದಾರೆ. 2028ರ ವಿಧಾನಸಭಾ ಹಾಗೂ 2029ರ ಲೋಕಸಭಾ ಚುನಾವಣೆಗಳಲ್ಲಿ ಕರ್ನಾಟಕದಿಂದ ಎನ್.ಡಿ.ಎ ಮೈತ್ರಿಕೂಟ ಹೆಚ್ಚು ಸ್ಥಾನ ಗೆಲ್ಲಬೇಕಾದರೆ ಜೆಡಿಯು ನಿರ್ಲಕ್ಷಿಸುವಂತಿಲ್ಲ. ಹಾಗಾಗಿ ಮುಂಬರುವ ರಾಜ್ಯಸಭಾ ಸದಸ್ಯರ ಆಯ್ಕೆಯಲ್ಲಿ ಜೆಡಿಯುಗೆ ಅವಕಾಶ ನೀಡಬೇಕು ಎಂದು ಒತ್ತಾಯಿಸಿದರು. [952,513,1124,707]
column-divider [949,820,950,1472]
participant-figure [1167,1755,1218,1901]
article-raita-headline: ರೈತ ಆತ್ಮಹತ್ಯೆ [771,826,900,860]
foliage [198,1664,363,1833]
article-olamisalati-col3: ಹೈಕಮಾಂಡ್ ಗೊಂದಲ ಬಗೆಹರಿಸುವ ವಿಶ್ವಾಸವಿದೆ ಎಂದು ಅವರು ತಿಳಿಸಿದರು. ಕಾರ್ಯಕ್ರಮದಲ್ಲಿ ಮುಖಂಡರಾದ ಗೋಪಾಲ್ ಕೆ., ನರೇಶ್ ಬಿ.ಬಿ. ಮತ್ತಿತರರು ಭಾಗವಹಿಸಿದ್ದರು. [1334,1424,1519,1511]
article-nishkriya-headline: ನಿಷ್ಕ್ರಿಯ ಉಳಿತಾಯ ಖಾತೆಗಳ ಅರಿವಿನ ಶಿಬಿರ [433,945,726,1022]
article-rajyasabha-col1: ತುಮಕೂರು, ಮಾ.2-ದೇಶದಲ್ಲಿ ಎನ್.ಡಿ.ಎ ಭಾಗವಾಗಿರುವ ಜೆಡಿಯು ಪಕ್ಷಕ್ಕೆ ಈ ಬಾರಿ ರಾಜ್ಯಸಭಾ ಸದಸ್ಯರ ಆಯ್ಕೆ ಸಂದರ್ಭದಲ್ಲಿ ಕರ್ನಾಟಕದಿಂದ ಪ್ರಾತಿನಿಧ್ಯ ನೀಡಬೇಕೆಂದು ಜೆಡಿಯು ರಾಜ್ಯ ಪ್ರಧಾನ ಕಾರ್ಯದರ್ಶಿ ಹಾಗೂ ಜಿಲ್ಲಾಧ್ಯಕ್ಷ ಕೆ.ಆರ್. ರಂಗನಾಥ್ ಒತ್ತಾಯಿಸಿದ್ದಾರೆ. ಈ ಕುರಿತು ಪತ್ರಿಕಾ ಹೇಳಿಕೆ ನೀಡಿರುವ ಅವರು, ರಾಜ್ಯದಿಂದ ಎನ್.ಡಿ.ಎ ಭಾಗವಾಗಿರುವ ಪಕ್ಷಗಳ ಪ್ರಮುಖರ ಪಾತ್ರ ಮಹತ್ವದ್ದಾಗಿದೆ. ಎನ್.ಡಿ.ಎ.ಗೆ ಈ ಬಾರಿ ಒಬ್ಬ ರಾಜ್ಯಸಭಾ ಸದಸ್ಯರನ್ನು ಆಯ್ಕೆ ಮಾಡುವ ಅವಕಾಶವಿದೆ. ಎನ್.ಡಿ.ಎ ಭಾಗವಾಗಿರುವ ಜೆಡಿಯು ಪಕ್ಷಕ್ಕೆ ಕರ್ನಾಟಕದಿಂದ ಪ್ರಾತಿನಿಧ್ಯ ಸಿಗಬೇಕಿದೆ ಎಂದು ಆಗ್ರಹಿಸಿದ್ದಾರೆ. [771,262,940,528]
camp-banner [995,1675,1475,1708]
participant-figure [1372,1755,1423,1901]
participant-figure [1115,1759,1166,1901]
masthead-logo-icon [749,94,783,128]
edition-line [68,93,249,110]
